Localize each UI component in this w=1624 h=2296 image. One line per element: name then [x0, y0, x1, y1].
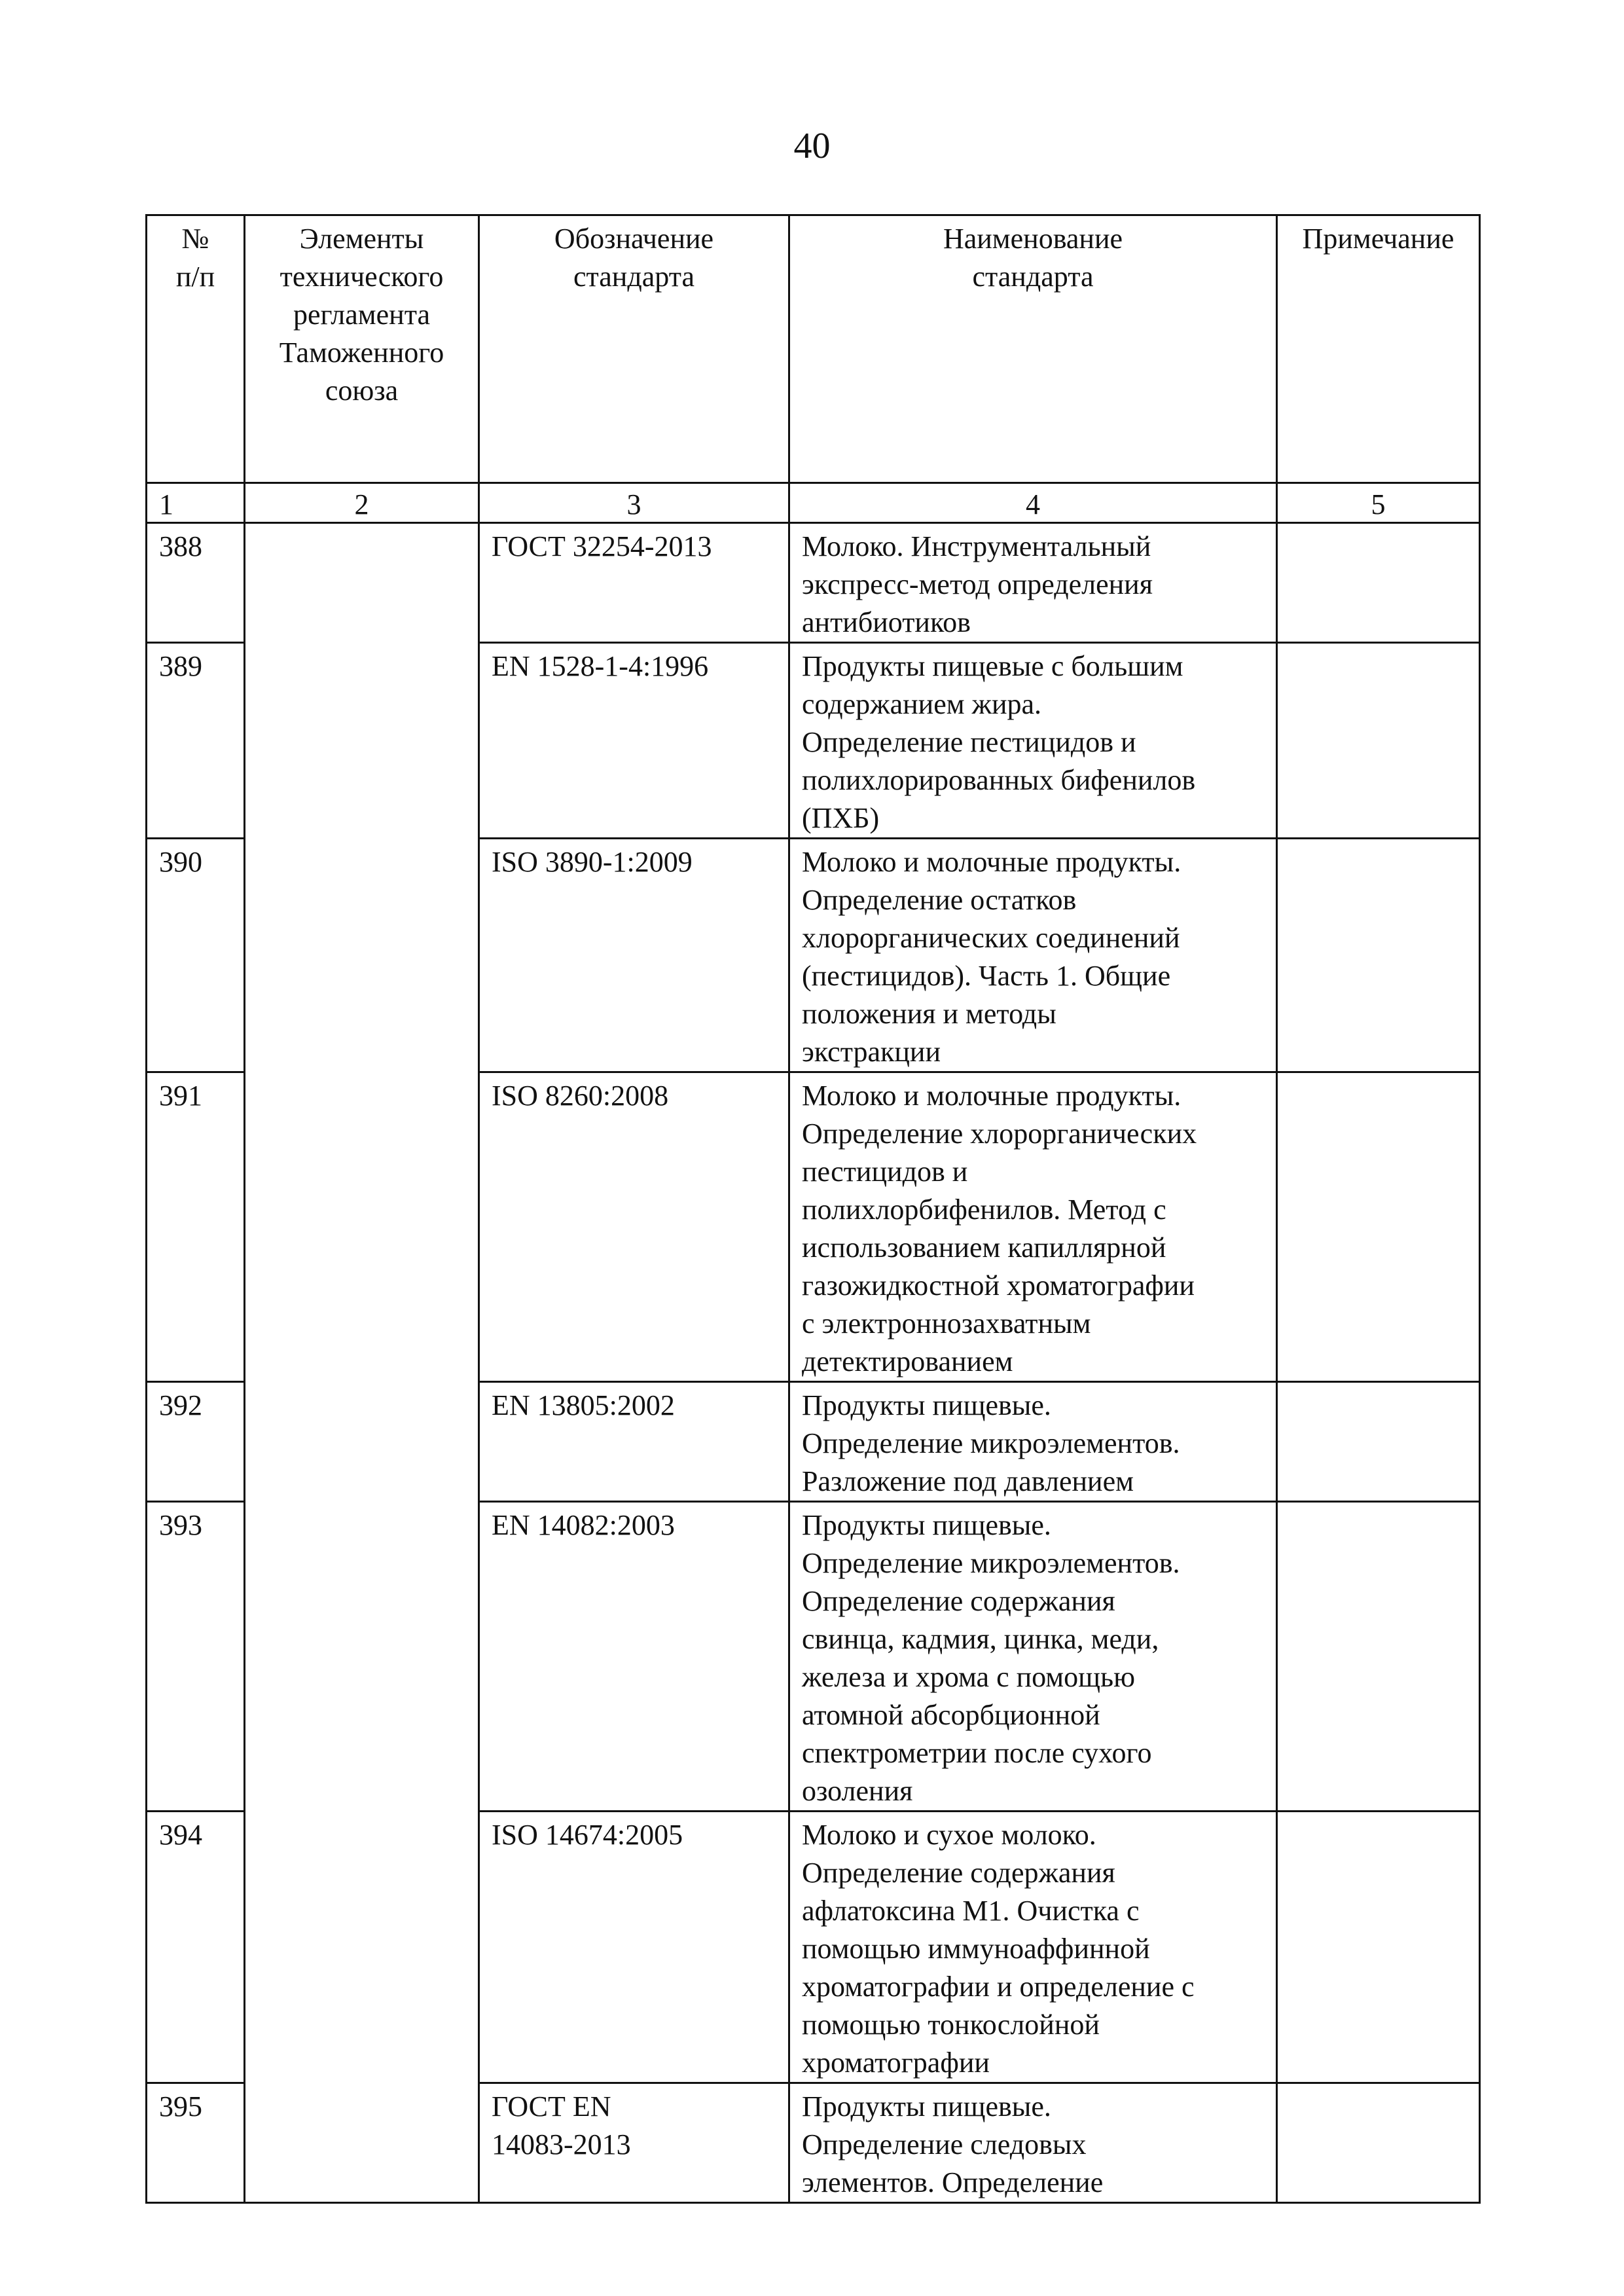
regulation-elements-cell [245, 523, 479, 2203]
standard-name: Молоко и молочные продукты. Определение хлорорганических пестицидов и полихлорбифенилов. Метод с использованием капиллярной газожидкостной хроматографии с электроннозахватным детектированием [789, 1072, 1277, 1382]
header-note: Примечание [1277, 215, 1480, 483]
table-row [147, 523, 1480, 643]
column-numbers-row [147, 483, 1480, 523]
standards-table [145, 214, 1481, 2204]
note-cell [1277, 2083, 1480, 2203]
note-cell [1277, 1072, 1480, 1382]
column-number: 2 [245, 483, 479, 523]
standard-designation: ISO 14674:2005 [479, 1812, 789, 2083]
note-cell [1277, 643, 1480, 839]
standard-name: Продукты пищевые. Определение микроэлементов. Определение содержания свинца, кадмия, цинка, меди, железа и хрома с помощью атомной абсорбционной спектрометрии после сухого озоления [789, 1502, 1277, 1812]
standard-name: Продукты пищевые. Определение следовых элементов. Определение [789, 2083, 1277, 2203]
row-number: 393 [147, 1502, 245, 1812]
standard-name: Молоко. Инструментальный экспресс-метод определения антибиотиков [789, 523, 1277, 643]
standard-designation: ISO 8260:2008 [479, 1072, 789, 1382]
standard-name: Продукты пищевые с большим содержанием жира. Определение пестицидов и полихлорированных бифенилов (ПХБ) [789, 643, 1277, 839]
note-cell [1277, 523, 1480, 643]
header-standard-designation: Обозначение стандарта [479, 215, 789, 483]
standard-designation: EN 13805:2002 [479, 1382, 789, 1502]
note-cell [1277, 1812, 1480, 2083]
standard-name: Молоко и молочные продукты. Определение остатков хлорорганических соединений (пестицидов). Часть 1. Общие положения и методы экстракции [789, 839, 1277, 1072]
standard-designation: ISO 3890-1:2009 [479, 839, 789, 1072]
note-cell [1277, 1382, 1480, 1502]
row-number: 392 [147, 1382, 245, 1502]
column-number: 5 [1277, 483, 1480, 523]
row-number: 391 [147, 1072, 245, 1382]
note-cell [1277, 1502, 1480, 1812]
standard-designation: EN 14082:2003 [479, 1502, 789, 1812]
column-number: 4 [789, 483, 1277, 523]
page-number: 40 [793, 126, 831, 166]
standard-name: Продукты пищевые. Определение микроэлементов. Разложение под давлением [789, 1382, 1277, 1502]
standard-designation: ГОСТ 32254-2013 [479, 523, 789, 643]
row-number: 394 [147, 1812, 245, 2083]
standard-designation: ГОСТ EN 14083-2013 [479, 2083, 789, 2203]
standard-designation: EN 1528-1-4:1996 [479, 643, 789, 839]
row-number: 388 [147, 523, 245, 643]
row-number: 389 [147, 643, 245, 839]
table-header-row [147, 215, 1480, 483]
header-standard-name: Наименование стандарта [789, 215, 1277, 483]
column-number: 1 [147, 483, 245, 523]
header-regulation-elements: Элементы технического регламента Таможенного союза [245, 215, 479, 483]
row-number: 395 [147, 2083, 245, 2203]
note-cell [1277, 839, 1480, 1072]
header-number: № п/п [147, 215, 245, 483]
row-number: 390 [147, 839, 245, 1072]
column-number: 3 [479, 483, 789, 523]
standard-name: Молоко и сухое молоко. Определение содержания афлатоксина M1. Очистка с помощью иммуноаффинной хроматографии и определение с помощью тонкослойной хроматографии [789, 1812, 1277, 2083]
